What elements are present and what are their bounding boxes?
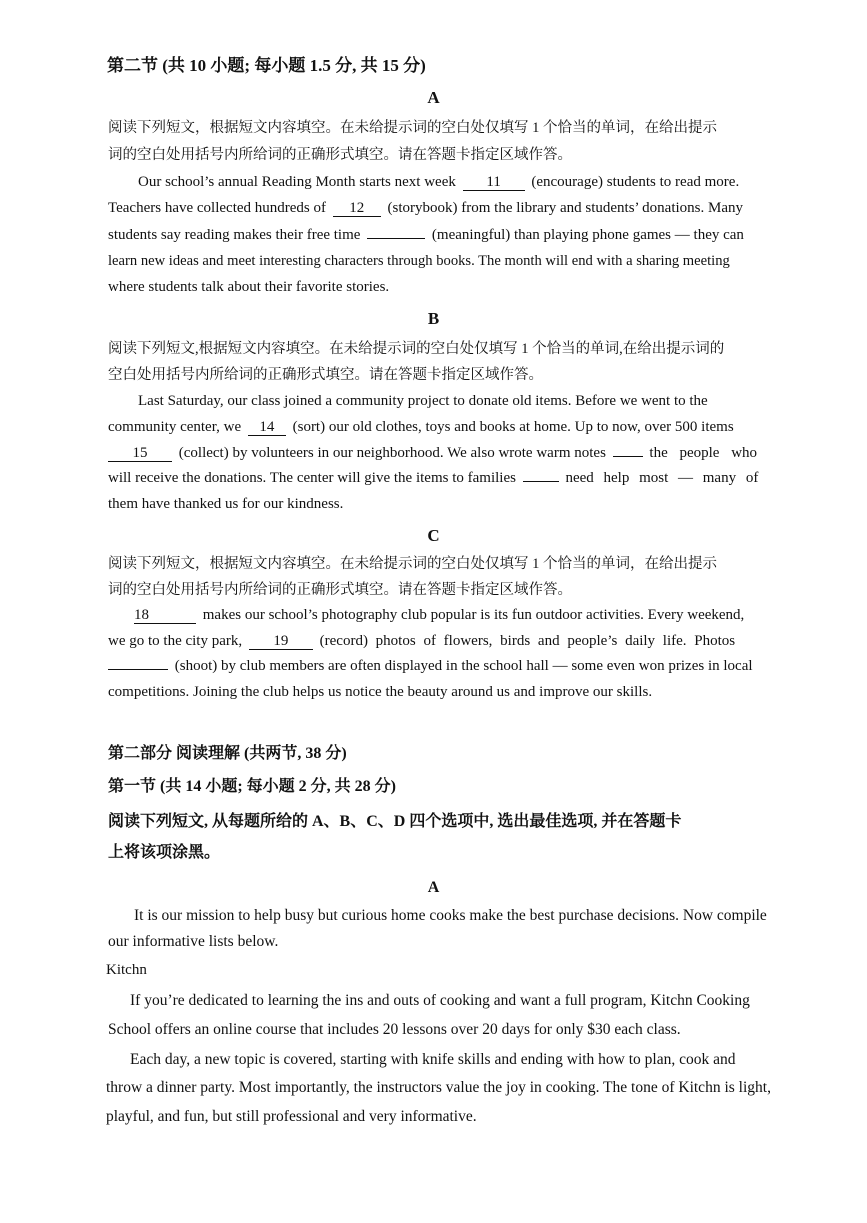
passage-c-line4: competitions. Joining the club helps us notice the beauty around us and improve our skills. xyxy=(108,684,653,700)
blank-14[interactable]: 14 xyxy=(248,419,286,436)
part2-title: 第二部分 阅读理解 (共两节, 38 分) xyxy=(108,745,347,762)
passage-a-instruction-line1: 阅读下列短文，根据短文内容填空。在未给提示词的空白处仅填写 1 个恰当的单词，在给出提示 xyxy=(108,120,717,136)
reading-p3-line2: throw a dinner party. Most importantly, the instructors value the joy in cooking. The tone of Kitchn is light, xyxy=(106,1079,771,1096)
passage-a-instruction-line2: 词的空白处用括号内所给词的正确形式填空。请在答题卡指定区域作答。 xyxy=(108,147,572,163)
blank-18[interactable]: 18 xyxy=(134,607,196,624)
blank-13[interactable] xyxy=(367,238,425,239)
passage-a-label: A xyxy=(427,88,440,107)
reading-p2-line1: If you’re dedicated to learning the ins and outs of cooking and want a full program, Kitchn Cooking xyxy=(130,992,750,1009)
passage-a-line1: Our school’s annual Reading Month starts next week 11 (encourage) students to read more. xyxy=(138,174,740,190)
blank-11[interactable]: 11 xyxy=(463,174,525,191)
reading-p1-line1: It is our mission to help busy but curious home cooks make the best purchase decisions. Now compile xyxy=(134,907,767,924)
reading-heading-kitchn: Kitchn xyxy=(106,962,147,978)
passage-b-line4: will receive the donations. The center will give the items to families need help most — many of xyxy=(108,470,759,486)
blank-15[interactable]: 15 xyxy=(108,445,172,462)
section-title: 第二节 (共 10 小题; 每小题 1.5 分, 共 15 分) xyxy=(107,56,426,75)
reading-p3-line1: Each day, a new topic is covered, starting with knife skills and ending with how to plan, cook and xyxy=(130,1051,736,1068)
blank-12[interactable]: 12 xyxy=(333,200,381,217)
passage-a-line4: learn new ideas and meet interesting characters through books. The month will end with a sharing meeting xyxy=(108,253,730,269)
reading-p2-line2: School offers an online course that includes 20 lessons over 20 days for only $30 each class. xyxy=(108,1021,681,1038)
passage-c-line3: (shoot) by club members are often displayed in the school hall — some even won prizes in local xyxy=(108,656,753,676)
reading-p1-line2: our informative lists below. xyxy=(108,933,279,950)
blank-17[interactable] xyxy=(523,481,559,482)
passage-c-instruction-line1: 阅读下列短文，根据短文内容填空。在未给提示词的空白处仅填写 1 个恰当的单词，在给出提示 xyxy=(108,556,717,572)
passage-b-instruction-line1: 阅读下列短文,根据短文内容填空。在未给提示词的空白处仅填写 1 个恰当的单词,在给出提示词的 xyxy=(108,341,725,357)
part2-instruction-line2: 上将该项涂黑。 xyxy=(108,844,221,861)
passage-b-line3: 15 (collect) by volunteers in our neighborhood. We also wrote warm notes the people who xyxy=(108,443,757,463)
passage-b-instruction-line2: 空白处用括号内所给词的正确形式填空。请在答题卡指定区域作答。 xyxy=(108,367,543,383)
reading-p3-line3: playful, and fun, but still professional and very informative. xyxy=(106,1108,477,1125)
reading-passage-a-label: A xyxy=(427,879,440,896)
passage-a-line3: students say reading makes their free time (meaningful) than playing phone games — they can xyxy=(108,227,744,243)
passage-b-line1: Last Saturday, our class joined a community project to donate old items. Before we went to the xyxy=(138,393,708,409)
blank-16[interactable] xyxy=(613,456,643,457)
passage-c-label: C xyxy=(427,526,440,545)
part2-section1-title: 第一节 (共 14 小题; 每小题 2 分, 共 28 分) xyxy=(108,778,396,795)
passage-a-line5: where students talk about their favorite stories. xyxy=(108,279,390,295)
passage-a-line2: Teachers have collected hundreds of 12 (storybook) from the library and students’ donations. Many xyxy=(108,200,744,216)
passage-c-line1: 18 makes our school’s photography club popular is its fun outdoor activities. Every weekend, xyxy=(134,607,745,623)
part2-instruction-line1: 阅读下列短文, 从每题所给的 A、B、C、D 四个选项中, 选出最佳选项, 并在答题卡 xyxy=(108,813,682,830)
passage-c-instruction-line2: 词的空白处用括号内所给词的正确形式填空。请在答题卡指定区域作答。 xyxy=(108,582,572,598)
blank-20[interactable] xyxy=(108,669,168,670)
passage-b-line2: community center, we 14 (sort) our old clothes, toys and books at home. Up to now, over 500 items xyxy=(108,419,734,435)
passage-c-line2: we go to the city park, 19 (record) photos of flowers, birds and people’s daily life. Photos xyxy=(108,633,736,649)
blank-19[interactable]: 19 xyxy=(249,633,313,650)
passage-b-line5: them have thanked us for our kindness. xyxy=(108,496,344,512)
passage-b-label: B xyxy=(427,309,440,328)
